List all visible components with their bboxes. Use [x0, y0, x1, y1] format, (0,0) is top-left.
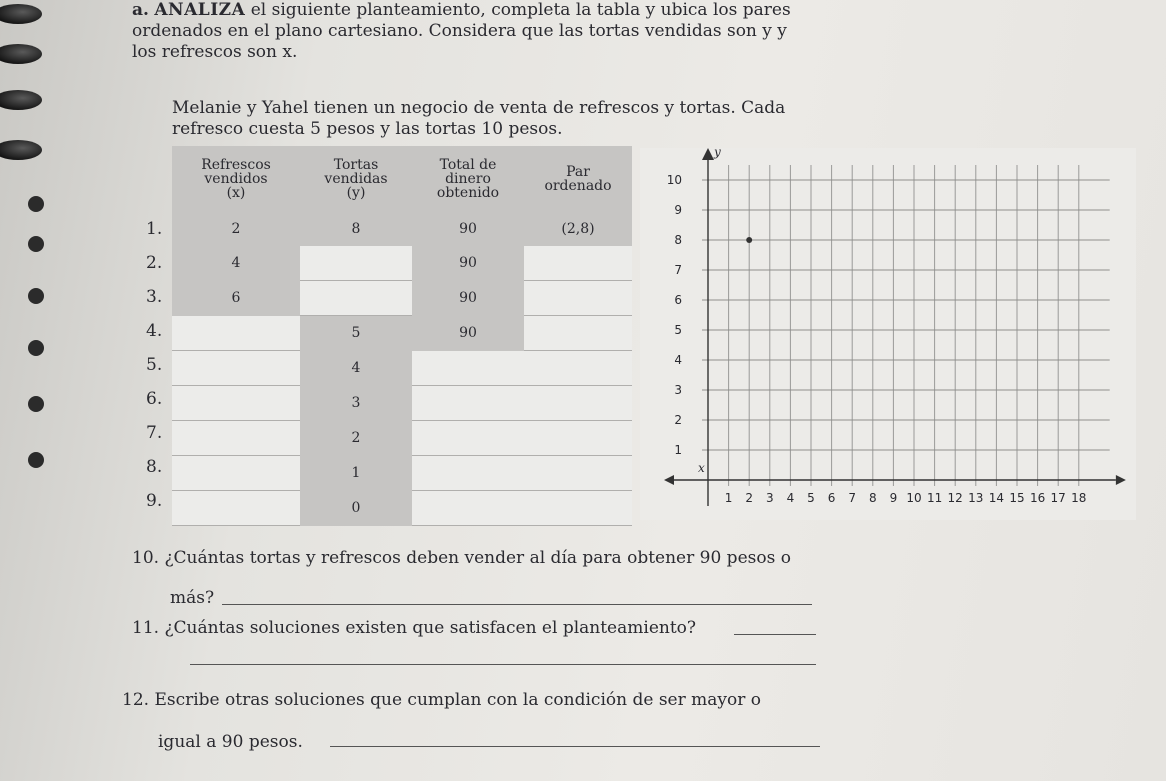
cell-par[interactable] — [524, 281, 632, 316]
x-tick-label: 12 — [947, 491, 963, 505]
x-axis-arrow — [1116, 475, 1126, 485]
x-tick-label: 1 — [724, 491, 733, 505]
y-tick-label: 8 — [674, 233, 682, 247]
x-tick-label: 9 — [889, 491, 898, 505]
header-total: Total de dinero obtenido — [412, 146, 524, 212]
cell-total[interactable] — [412, 421, 524, 456]
activity-instructions — [132, 0, 812, 63]
x-tick-label: 14 — [988, 491, 1005, 505]
y-tick-label: 1 — [674, 443, 682, 457]
cell-tortas: 1 — [300, 456, 412, 491]
cell-refrescos[interactable] — [172, 386, 300, 421]
cell-total: 90 — [412, 316, 524, 351]
binding-hole — [28, 196, 44, 212]
table-row — [172, 386, 632, 421]
binding-hole — [28, 288, 44, 304]
binding-hole — [28, 340, 44, 356]
header-refrescos: Refrescos vendidos (x) — [172, 146, 300, 212]
cell-par[interactable] — [524, 316, 632, 351]
cell-refrescos: 6 — [172, 281, 300, 316]
cell-tortas: 8 — [300, 212, 412, 246]
row-number: 7. — [146, 423, 163, 443]
header-par: Par ordenado — [524, 146, 632, 212]
table-row — [172, 351, 632, 386]
cell-total[interactable] — [412, 456, 524, 491]
table-row — [172, 491, 632, 526]
cartesian-plane — [640, 148, 1136, 520]
cell-refrescos: 2 — [172, 212, 300, 246]
cell-total[interactable] — [412, 386, 524, 421]
x-tick-label: 10 — [906, 491, 922, 505]
cell-tortas: 2 — [300, 421, 412, 456]
binding-ring — [0, 4, 42, 24]
x-tick-label: 5 — [807, 491, 815, 505]
x-tick-label: 7 — [848, 491, 857, 505]
table-header-row — [172, 146, 632, 212]
question-12-line1: 12. Escribe otras soluciones que cumplan con la condición de ser mayor o — [122, 690, 762, 710]
row-number: 8. — [146, 457, 163, 477]
cell-total: 90 — [412, 212, 524, 246]
table-row — [172, 421, 632, 456]
y-tick-label: 9 — [674, 203, 682, 217]
x-tick-label: 3 — [765, 491, 774, 505]
table-row — [172, 212, 632, 246]
problem-statement: Melanie y Yahel tienen un negocio de venta de refrescos y tortas. Cada refresco cuesta 5 pesos y las tortas 10 pesos. — [172, 98, 786, 139]
cell-par[interactable] — [524, 386, 632, 421]
answer-line-10[interactable] — [222, 604, 812, 605]
y-tick-label: 4 — [674, 353, 682, 367]
spiral-binding — [0, 0, 46, 781]
cell-refrescos[interactable] — [172, 316, 300, 351]
instruction-lead: ANALIZA — [154, 0, 246, 20]
question-12-line2: igual a 90 pesos. — [158, 732, 303, 752]
header-tortas: Tortas vendidas (y) — [300, 146, 412, 212]
cell-total[interactable] — [412, 351, 524, 386]
x-tick-label: 16 — [1029, 491, 1046, 505]
table-row — [172, 246, 632, 281]
answer-line-11a[interactable] — [734, 634, 816, 635]
x-tick-label: 11 — [926, 491, 943, 505]
cartesian-plane-svg — [640, 148, 1136, 520]
question-10-line1: 10. ¿Cuántas tortas y refrescos deben vender al día para obtener 90 pesos o — [132, 548, 791, 568]
answer-line-11b[interactable] — [190, 664, 816, 665]
y-tick-label: 3 — [674, 383, 682, 397]
instruction-text: el siguiente planteamiento, completa la tabla y ubica los pares ordenados en el plano cartesiano. Considera que las tortas vendidas son y y los refrescos son x. — [132, 0, 791, 62]
row-number: 9. — [146, 491, 163, 511]
x-tick-label: 13 — [968, 491, 984, 505]
table-row — [172, 281, 632, 316]
binding-ring — [0, 90, 42, 110]
binding-ring — [0, 44, 42, 64]
cell-total: 90 — [412, 281, 524, 316]
binding-hole — [28, 452, 44, 468]
table-row — [172, 456, 632, 491]
data-table — [172, 146, 632, 526]
x-tick-label: 15 — [1009, 491, 1025, 505]
table-row — [172, 316, 632, 351]
x-tick-label: 17 — [1050, 491, 1066, 505]
row-number: 5. — [146, 355, 163, 375]
binding-hole — [28, 236, 44, 252]
cell-tortas: 4 — [300, 351, 412, 386]
cell-par[interactable] — [524, 491, 632, 526]
y-tick-label: 7 — [674, 263, 682, 277]
cell-par[interactable] — [524, 421, 632, 456]
row-number: 6. — [146, 389, 163, 409]
cell-par[interactable] — [524, 456, 632, 491]
cell-par[interactable] — [524, 351, 632, 386]
plotted-point — [746, 237, 752, 243]
x-tick-label: 18 — [1071, 491, 1087, 505]
question-10-line2: más? — [170, 588, 215, 608]
x-tick-label: 4 — [786, 491, 795, 505]
cell-tortas: 5 — [300, 316, 412, 351]
y-tick-label: 10 — [666, 173, 682, 187]
cell-tortas: 0 — [300, 491, 412, 526]
y-tick-label: 2 — [674, 413, 682, 427]
row-number: 2. — [146, 253, 163, 273]
binding-hole — [28, 396, 44, 412]
cell-par: (2,8) — [524, 212, 632, 246]
row-number: 3. — [146, 287, 163, 307]
x-axis-label: x — [698, 461, 705, 475]
cell-total[interactable] — [412, 491, 524, 526]
cell-par[interactable] — [524, 246, 632, 281]
cell-refrescos[interactable] — [172, 456, 300, 491]
row-number: 4. — [146, 321, 163, 341]
x-axis-arrow-left — [664, 475, 674, 485]
question-11: 11. ¿Cuántas soluciones existen que satisfacen el planteamiento? — [132, 618, 697, 638]
x-tick-label: 8 — [868, 491, 877, 505]
y-axis-label: y — [714, 148, 721, 159]
cell-refrescos[interactable] — [172, 491, 300, 526]
y-axis-arrow — [702, 148, 714, 160]
cell-refrescos[interactable] — [172, 421, 300, 456]
cell-tortas: 3 — [300, 386, 412, 421]
x-tick-label: 2 — [745, 491, 754, 505]
activity-letter: a. — [132, 0, 149, 20]
x-tick-label: 6 — [827, 491, 836, 505]
cell-refrescos: 4 — [172, 246, 300, 281]
y-tick-label: 6 — [674, 293, 682, 307]
answer-line-12[interactable] — [330, 746, 820, 747]
cell-tortas[interactable] — [300, 246, 412, 281]
cell-refrescos[interactable] — [172, 351, 300, 386]
cell-total: 90 — [412, 246, 524, 281]
binding-ring — [0, 140, 42, 160]
cell-tortas[interactable] — [300, 281, 412, 316]
y-tick-label: 5 — [674, 323, 682, 337]
row-number: 1. — [146, 219, 163, 239]
